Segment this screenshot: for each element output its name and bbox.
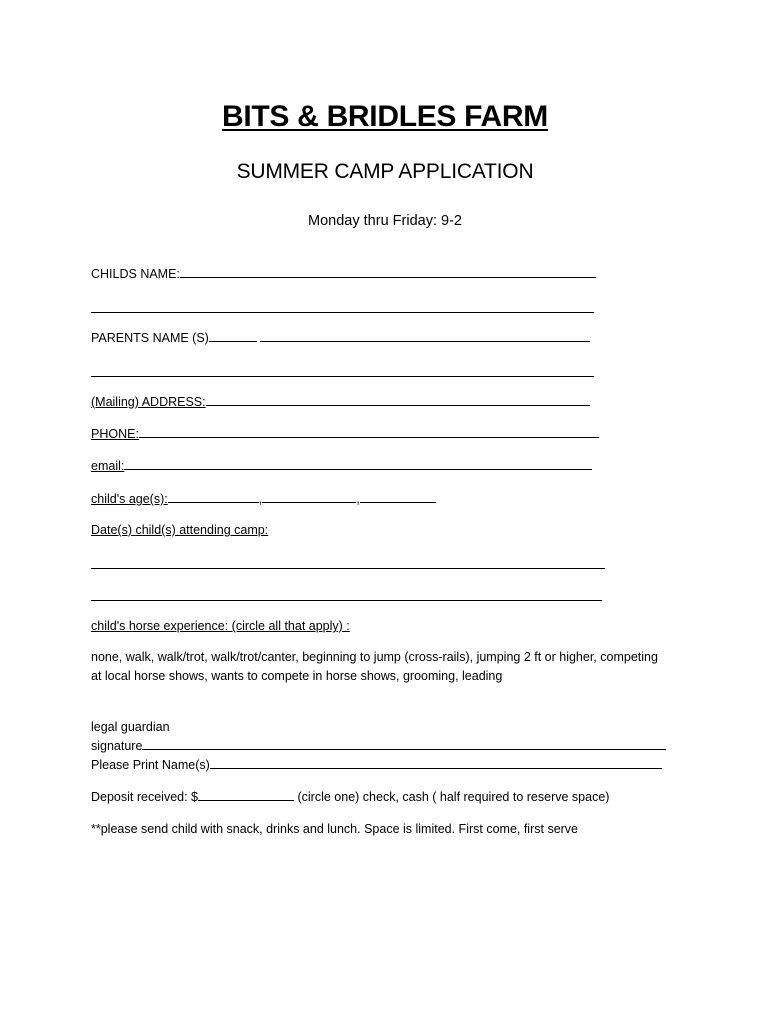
farm-title: BITS & BRIDLES FARM bbox=[222, 100, 548, 133]
deposit-amount-field[interactable] bbox=[198, 789, 294, 801]
email-field[interactable] bbox=[124, 458, 592, 470]
dates-field-1[interactable] bbox=[91, 568, 605, 569]
address-field[interactable] bbox=[206, 394, 590, 406]
experience-row bbox=[91, 618, 350, 634]
guardian-block bbox=[91, 718, 671, 775]
footer-note: **please send child with snack, drinks and lunch. Space is limited. First come, first serve bbox=[91, 822, 579, 836]
deposit-suffix: (circle one) check, cash ( half required to reserve space) bbox=[294, 790, 610, 804]
childs-name-label: CHILDS NAME: bbox=[91, 267, 180, 281]
childs-name-field-2[interactable] bbox=[91, 312, 594, 313]
childs-age-field-3[interactable] bbox=[360, 491, 436, 503]
dates-row bbox=[91, 522, 268, 538]
guardian-label: legal guardian bbox=[91, 720, 170, 734]
phone-label: PHONE: bbox=[91, 427, 139, 441]
age-separator-2: , bbox=[356, 492, 360, 506]
childs-age-field-2[interactable] bbox=[262, 491, 356, 503]
deposit-row bbox=[91, 789, 609, 805]
childs-name-row bbox=[91, 266, 596, 282]
age-separator-1: , bbox=[258, 492, 263, 506]
parents-name-field-a[interactable] bbox=[209, 330, 257, 342]
signature-row bbox=[91, 737, 671, 756]
footer-note-row bbox=[91, 821, 578, 837]
childs-age-row bbox=[91, 491, 436, 507]
childs-age-field-1[interactable] bbox=[168, 491, 259, 503]
parents-name-field-b[interactable] bbox=[260, 330, 590, 342]
print-name-field[interactable] bbox=[210, 757, 662, 769]
phone-row bbox=[91, 426, 599, 442]
childs-age-label: child's age(s): bbox=[91, 492, 168, 506]
experience-options[interactable]: none, walk, walk/trot, walk/trot/canter, beginning to jump (cross-rails), jumping 2 ft or higher, competing at local horse shows, wants to compete in horse shows, grooming, leading bbox=[91, 650, 658, 683]
signature-label: signature bbox=[91, 739, 143, 753]
parents-name-field-2[interactable] bbox=[91, 376, 594, 377]
email-row bbox=[91, 458, 592, 474]
print-name-row bbox=[91, 756, 671, 775]
parents-name-row bbox=[91, 330, 590, 346]
address-label: (Mailing) ADDRESS: bbox=[91, 395, 206, 409]
signature-field[interactable] bbox=[142, 738, 666, 750]
phone-field[interactable] bbox=[139, 426, 599, 438]
form-title: SUMMER CAMP APPLICATION bbox=[236, 160, 534, 183]
parents-name-label: PARENTS NAME (S) bbox=[91, 331, 209, 345]
dates-label: Date(s) child(s) attending camp: bbox=[91, 523, 269, 537]
experience-label: child's horse experience: (circle all that apply) : bbox=[91, 619, 350, 633]
email-label: email: bbox=[91, 459, 125, 473]
address-row bbox=[91, 394, 590, 410]
camp-hours: Monday thru Friday: 9-2 bbox=[308, 213, 462, 229]
print-name-label: Please Print Name(s) bbox=[91, 758, 210, 772]
deposit-label: Deposit received: $ bbox=[91, 790, 199, 804]
dates-field-2[interactable] bbox=[91, 600, 602, 601]
childs-name-field[interactable] bbox=[180, 266, 596, 278]
